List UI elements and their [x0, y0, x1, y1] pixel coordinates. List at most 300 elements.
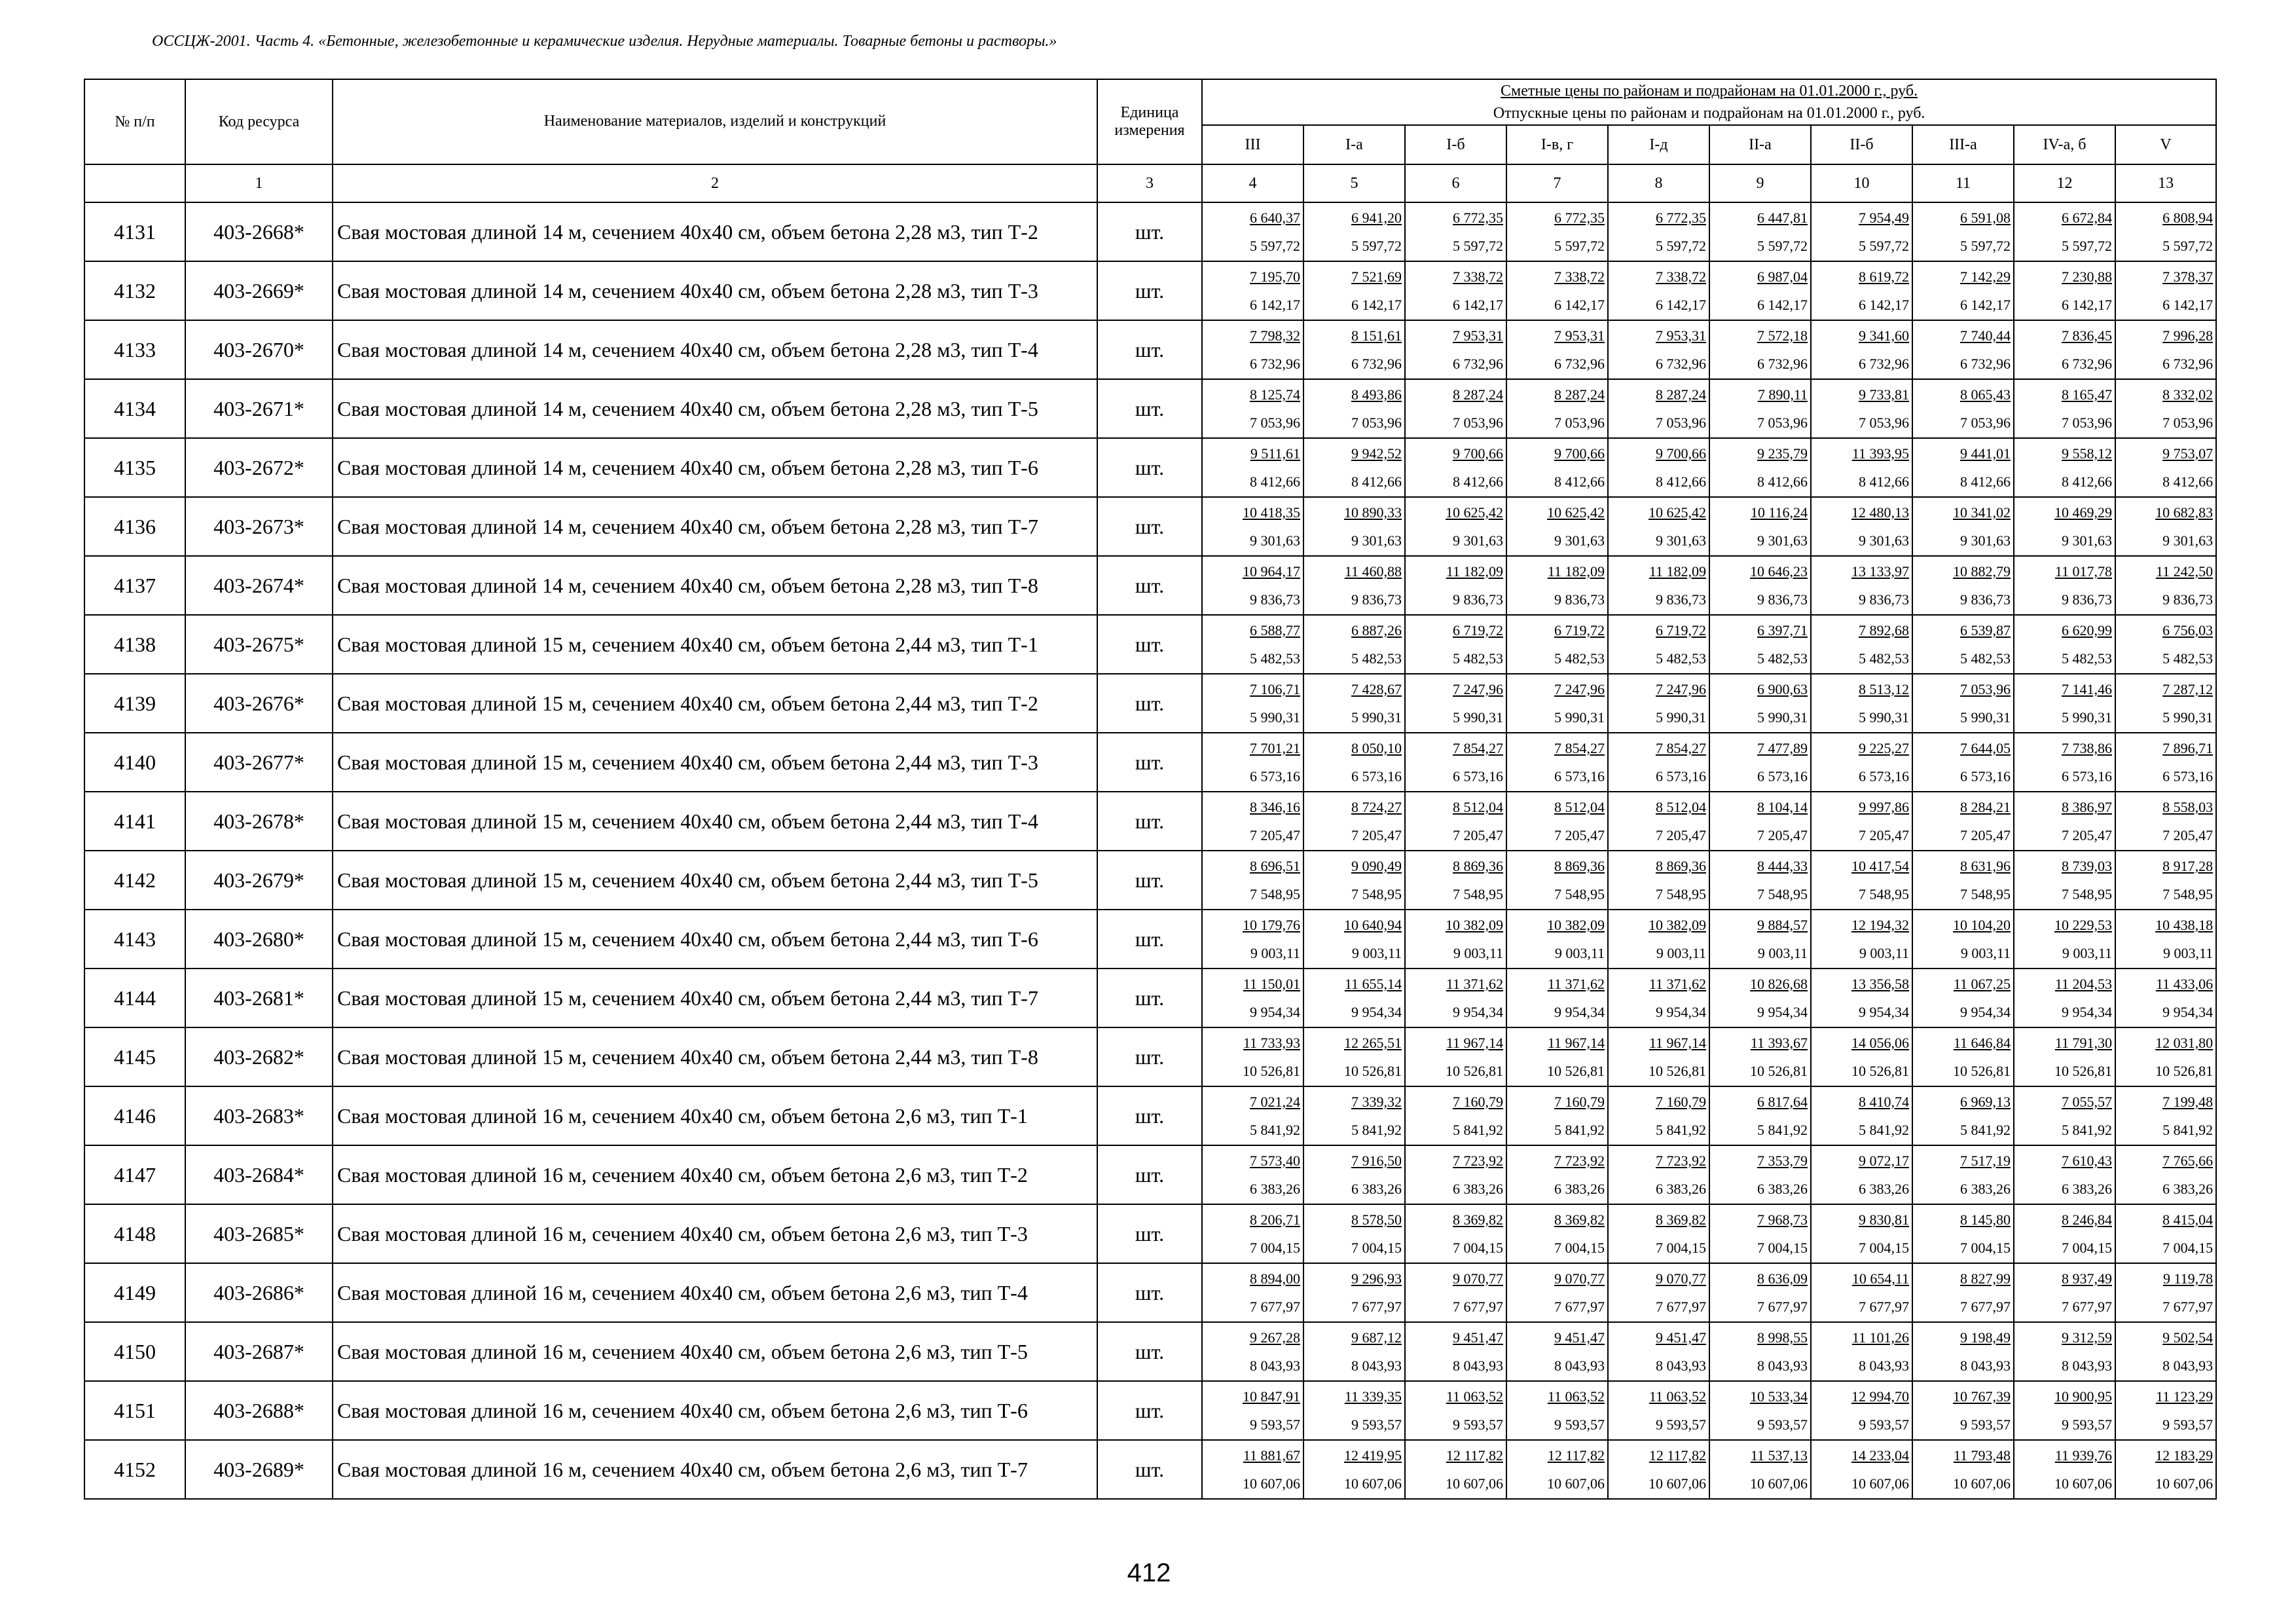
estimated-price: 7 106,71: [1250, 681, 1300, 697]
estimated-price: 11 460,88: [1344, 563, 1402, 580]
estimated-price: 7 836,45: [2062, 327, 2112, 344]
release-price: 6 383,26: [1453, 1181, 1503, 1197]
release-price: 7 004,15: [2162, 1240, 2214, 1256]
estimated-price: 8 050,10: [1351, 740, 1402, 756]
price-cell: [1202, 674, 1303, 733]
release-price: 5 597,72: [1656, 238, 1706, 254]
price-cell: [2115, 320, 2216, 379]
estimated-price: 9 341,60: [1859, 327, 1909, 344]
estimated-price: 8 869,36: [1656, 858, 1706, 874]
release-price: 6 142,17: [1859, 297, 1909, 313]
price-cell: [1506, 556, 1608, 615]
price-cell: [1202, 1263, 1303, 1322]
price-cell: [1506, 851, 1608, 910]
estimated-price: 7 644,05: [1960, 740, 2011, 756]
release-price: 8 043,93: [1250, 1357, 1300, 1374]
price-cell: [1811, 674, 1912, 733]
release-price: 7 205,47: [2162, 827, 2214, 843]
price-cell: [1405, 733, 1506, 792]
material-name: Свая мостовая длиной 15 м, сечением 40х40 см, объем бетона 2,44 м3, тип Т-4: [333, 792, 1097, 851]
material-name: Свая мостовая длиной 15 м, сечением 40х40 см, объем бетона 2,44 м3, тип Т-6: [333, 910, 1097, 969]
resource-code: 403-2684*: [185, 1145, 333, 1204]
estimated-price: 8 513,12: [1859, 681, 1909, 697]
release-price: 10 607,06: [2155, 1475, 2214, 1492]
estimated-price: 7 339,32: [1351, 1094, 1402, 1110]
region-header: V: [2115, 125, 2216, 164]
estimated-price: 8 917,28: [2162, 858, 2214, 874]
price-cell: [1912, 674, 2014, 733]
estimated-price: 9 198,49: [1960, 1329, 2011, 1346]
unit: шт.: [1097, 497, 1202, 556]
price-cell: [1811, 1145, 1912, 1204]
resource-code: 403-2689*: [185, 1440, 333, 1499]
release-price: 9 003,11: [1656, 945, 1706, 961]
price-cell: [2014, 1381, 2115, 1440]
price-cell: [2115, 202, 2216, 261]
estimated-price: 8 512,04: [1656, 799, 1706, 815]
resource-code: 403-2681*: [185, 969, 333, 1027]
unit: шт.: [1097, 1263, 1202, 1322]
price-cell: [1608, 733, 1709, 792]
price-cell: [2014, 910, 2115, 969]
column-number: 3: [1097, 164, 1202, 202]
release-price: 6 383,26: [1757, 1181, 1808, 1197]
table-row: [84, 1145, 2216, 1204]
release-price: 10 526,81: [1953, 1063, 2011, 1079]
price-cell: [2115, 379, 2216, 438]
estimated-price: 9 267,28: [1250, 1329, 1300, 1346]
price-cell: [1912, 261, 2014, 320]
resource-code: 403-2688*: [185, 1381, 333, 1440]
estimated-price: 11 123,29: [2155, 1388, 2214, 1405]
release-price: 9 593,57: [1757, 1416, 1808, 1433]
material-name: Свая мостовая длиной 16 м, сечением 40х40 см, объем бетона 2,6 м3, тип Т-6: [333, 1381, 1097, 1440]
release-price: 9 003,11: [1250, 945, 1300, 961]
estimated-price: 10 847,91: [1243, 1388, 1300, 1405]
release-price: 6 142,17: [1250, 297, 1300, 313]
release-price: 7 548,95: [2162, 886, 2214, 902]
column-number: 10: [1811, 164, 1912, 202]
release-price: 7 677,97: [1757, 1299, 1808, 1315]
release-price: 5 482,53: [2162, 650, 2214, 667]
estimated-price: 14 233,04: [1851, 1447, 1909, 1464]
material-name: Свая мостовая длиной 15 м, сечением 40х40 см, объем бетона 2,44 м3, тип Т-5: [333, 851, 1097, 910]
unit: шт.: [1097, 1322, 1202, 1381]
release-price: 6 732,96: [2062, 356, 2112, 372]
release-price: 5 990,31: [1250, 709, 1300, 726]
price-cell: [1811, 910, 1912, 969]
estimated-price: 7 996,28: [2162, 327, 2214, 344]
estimated-price: 7 896,71: [2162, 740, 2214, 756]
price-cell: [1405, 1145, 1506, 1204]
estimated-price: 9 451,47: [1453, 1329, 1503, 1346]
price-cell: [1811, 202, 1912, 261]
price-cell: [1912, 851, 2014, 910]
row-number: 4151: [84, 1381, 185, 1440]
price-cell: [1303, 1204, 1405, 1263]
table-row: [84, 969, 2216, 1027]
table-row: [84, 1204, 2216, 1263]
price-cell: [1303, 851, 1405, 910]
estimated-price: 7 338,72: [1656, 268, 1706, 285]
release-price: 7 205,47: [2062, 827, 2112, 843]
estimated-price: 9 700,66: [1453, 445, 1503, 462]
release-price: 7 053,96: [1554, 415, 1605, 431]
estimated-price: 9 511,61: [1250, 445, 1300, 462]
material-name: Свая мостовая длиной 14 м, сечением 40х40 см, объем бетона 2,28 м3, тип Т-7: [333, 497, 1097, 556]
estimated-price: 7 723,92: [1656, 1153, 1706, 1169]
release-price: 7 548,95: [1250, 886, 1300, 902]
release-price: 7 205,47: [1250, 827, 1300, 843]
estimated-price: 12 117,82: [1649, 1447, 1706, 1464]
estimated-price: 10 767,39: [1953, 1388, 2011, 1405]
estimated-price: 10 654,11: [1851, 1270, 1909, 1287]
estimated-price: 7 247,96: [1453, 681, 1503, 697]
estimated-price: 11 537,13: [1750, 1447, 1808, 1464]
release-price: 9 954,34: [1656, 1004, 1706, 1020]
price-cell: [2014, 851, 2115, 910]
table-row: [84, 792, 2216, 851]
price-cell: [1506, 202, 1608, 261]
price-cell: [1912, 1440, 2014, 1499]
price-cell: [2115, 1263, 2216, 1322]
release-price: 6 573,16: [1960, 768, 2011, 784]
estimated-price: 11 967,14: [1547, 1035, 1605, 1051]
release-price: 6 573,16: [1859, 768, 1909, 784]
price-cell: [1303, 1381, 1405, 1440]
estimated-price: 6 987,04: [1757, 268, 1808, 285]
column-number-row: [84, 164, 2216, 202]
price-cell: [2115, 1440, 2216, 1499]
estimated-price: 10 382,09: [1649, 917, 1706, 933]
estimated-price: 7 160,79: [1656, 1094, 1706, 1110]
price-cell: [2115, 1322, 2216, 1381]
price-cell: [2115, 615, 2216, 674]
estimated-price: 7 953,31: [1554, 327, 1605, 344]
estimated-price: 8 104,14: [1757, 799, 1808, 815]
price-cell: [1303, 379, 1405, 438]
estimated-price: 10 625,42: [1547, 504, 1605, 521]
price-cell: [1811, 851, 1912, 910]
estimated-price: 11 967,14: [1649, 1035, 1706, 1051]
estimated-price: 10 438,18: [2155, 917, 2214, 933]
price-cell: [1303, 733, 1405, 792]
release-price: 6 383,26: [2062, 1181, 2112, 1197]
release-price: 9 954,34: [1453, 1004, 1503, 1020]
price-cell: [2014, 556, 2115, 615]
price-cell: [2115, 1027, 2216, 1086]
release-price: 9 836,73: [1656, 591, 1706, 608]
release-price: 5 841,92: [1453, 1122, 1503, 1138]
estimated-price: 11 793,48: [1953, 1447, 2011, 1464]
release-price: 9 003,11: [1351, 945, 1402, 961]
estimated-price: 7 287,12: [2162, 681, 2214, 697]
release-price: 9 301,63: [1554, 532, 1605, 549]
price-cell: [1912, 1322, 2014, 1381]
resource-code: 403-2676*: [185, 674, 333, 733]
estimated-price: 9 502,54: [2162, 1329, 2214, 1346]
row-number: 4146: [84, 1086, 185, 1145]
release-price: 6 142,17: [1656, 297, 1706, 313]
price-cell: [1506, 910, 1608, 969]
release-price: 6 383,26: [1859, 1181, 1909, 1197]
resource-code: 403-2679*: [185, 851, 333, 910]
estimated-price: 7 517,19: [1960, 1153, 2011, 1169]
estimated-price: 8 444,33: [1757, 858, 1808, 874]
estimated-price: 9 753,07: [2162, 445, 2214, 462]
price-cell: [1405, 497, 1506, 556]
release-price: 7 004,15: [1960, 1240, 2011, 1256]
release-price: 5 482,53: [1351, 650, 1402, 667]
price-cell: [1303, 438, 1405, 497]
release-price: 7 053,96: [1351, 415, 1402, 431]
release-price: 6 732,96: [1960, 356, 2011, 372]
price-cell: [1912, 1027, 2014, 1086]
region-header: III-а: [1912, 125, 2014, 164]
estimated-price: 8 696,51: [1250, 858, 1300, 874]
release-price: 6 142,17: [1453, 297, 1503, 313]
estimated-price: 7 954,49: [1859, 210, 1909, 226]
estimated-price: 11 881,67: [1243, 1447, 1300, 1464]
price-cell: [1202, 910, 1303, 969]
region-header: II-а: [1709, 125, 1811, 164]
release-price: 9 593,57: [1250, 1416, 1300, 1433]
estimated-price: 9 090,49: [1351, 858, 1402, 874]
estimated-price: 12 480,13: [1851, 504, 1909, 521]
release-price: 5 841,92: [1351, 1122, 1402, 1138]
resource-code: 403-2686*: [185, 1263, 333, 1322]
column-number: 13: [2115, 164, 2216, 202]
price-cell: [1405, 615, 1506, 674]
estimated-price: 7 195,70: [1250, 268, 1300, 285]
unit: шт.: [1097, 261, 1202, 320]
price-cell: [1709, 792, 1811, 851]
estimated-price: 10 341,02: [1953, 504, 2011, 521]
price-cell: [1506, 615, 1608, 674]
release-price: 9 593,57: [2062, 1416, 2112, 1433]
release-price: 9 836,73: [1453, 591, 1503, 608]
release-price: 5 990,31: [1859, 709, 1909, 726]
price-cell: [1405, 1204, 1506, 1263]
release-price: 9 954,34: [2062, 1004, 2112, 1020]
price-cell: [1303, 497, 1405, 556]
price-cell: [2115, 674, 2216, 733]
estimated-price: 11 063,52: [1446, 1388, 1503, 1405]
release-price: 5 482,53: [1960, 650, 2011, 667]
price-cell: [1608, 1204, 1709, 1263]
material-name: Свая мостовая длиной 14 м, сечением 40х40 см, объем бетона 2,28 м3, тип Т-4: [333, 320, 1097, 379]
price-cell: [1202, 792, 1303, 851]
price-cell: [1506, 1263, 1608, 1322]
price-cell: [1405, 674, 1506, 733]
price-cell: [1405, 1086, 1506, 1145]
estimated-price: 11 371,62: [1649, 976, 1706, 992]
price-cell: [1709, 202, 1811, 261]
row-number: 4141: [84, 792, 185, 851]
estimated-price: 9 312,59: [2062, 1329, 2112, 1346]
release-price: 5 841,92: [1250, 1122, 1300, 1138]
unit: шт.: [1097, 1086, 1202, 1145]
price-cell: [1405, 851, 1506, 910]
estimated-price: 8 410,74: [1859, 1094, 1909, 1110]
price-cell: [1405, 1322, 1506, 1381]
release-price: 5 482,53: [1250, 650, 1300, 667]
price-cell: [1608, 969, 1709, 1027]
estimated-price: 9 296,93: [1351, 1270, 1402, 1287]
material-name: Свая мостовая длиной 14 м, сечением 40х40 см, объем бетона 2,28 м3, тип Т-6: [333, 438, 1097, 497]
price-table: [84, 79, 2217, 1500]
release-price: 10 526,81: [1446, 1063, 1503, 1079]
release-price: 6 383,26: [1960, 1181, 2011, 1197]
row-number: 4139: [84, 674, 185, 733]
price-cell: [1506, 438, 1608, 497]
release-price: 5 482,53: [1453, 650, 1503, 667]
unit: шт.: [1097, 202, 1202, 261]
release-price: 6 573,16: [1453, 768, 1503, 784]
price-cell: [2014, 674, 2115, 733]
release-price: 6 573,16: [1757, 768, 1808, 784]
unit: шт.: [1097, 969, 1202, 1027]
unit: шт.: [1097, 320, 1202, 379]
release-price: 9 301,63: [2062, 532, 2112, 549]
estimated-price: 8 619,72: [1859, 268, 1909, 285]
row-number: 4144: [84, 969, 185, 1027]
price-cell: [2115, 1204, 2216, 1263]
estimated-price: 8 287,24: [1554, 386, 1605, 403]
estimated-price: 6 640,37: [1250, 210, 1300, 226]
release-price: 7 053,96: [1757, 415, 1808, 431]
release-price: 9 836,73: [2062, 591, 2112, 608]
table-row: [84, 438, 2216, 497]
release-price: 10 526,81: [1851, 1063, 1909, 1079]
release-price: 6 732,96: [1453, 356, 1503, 372]
release-price: 6 573,16: [2162, 768, 2214, 784]
price-cell: [1202, 1027, 1303, 1086]
release-price: 9 003,11: [1859, 945, 1909, 961]
price-cell: [1506, 497, 1608, 556]
release-price: 5 482,53: [1554, 650, 1605, 667]
row-number: 4150: [84, 1322, 185, 1381]
release-price: 9 954,34: [1859, 1004, 1909, 1020]
price-cell: [1202, 379, 1303, 438]
estimated-price: 11 242,50: [2155, 563, 2214, 580]
estimated-price: 6 539,87: [1960, 622, 2011, 638]
estimated-price: 11 967,14: [1446, 1035, 1503, 1051]
estimated-price: 9 830,81: [1859, 1211, 1909, 1228]
unit: шт.: [1097, 674, 1202, 733]
estimated-price: 11 371,62: [1547, 976, 1605, 992]
release-price: 7 677,97: [1250, 1299, 1300, 1315]
price-cell: [2115, 1086, 2216, 1145]
price-cell: [1709, 1027, 1811, 1086]
row-number: 4149: [84, 1263, 185, 1322]
estimated-price: 9 700,66: [1554, 445, 1605, 462]
release-price: 5 597,72: [1351, 238, 1402, 254]
release-price: 7 053,96: [1960, 415, 2011, 431]
column-number: 5: [1303, 164, 1405, 202]
release-price: 8 412,66: [1859, 473, 1909, 490]
table-row: [84, 851, 2216, 910]
estimated-price: 11 791,30: [2054, 1035, 2112, 1051]
release-price: 10 607,06: [1344, 1475, 1402, 1492]
release-price: 7 053,96: [1250, 415, 1300, 431]
estimated-price: 7 378,37: [2162, 268, 2214, 285]
price-cell: [1608, 1145, 1709, 1204]
estimated-price: 7 765,66: [2162, 1153, 2214, 1169]
estimated-price: 10 382,09: [1547, 917, 1605, 933]
material-name: Свая мостовая длиной 16 м, сечением 40х40 см, объем бетона 2,6 м3, тип Т-3: [333, 1204, 1097, 1263]
estimated-price: 9 700,66: [1656, 445, 1706, 462]
release-price: 5 597,72: [1453, 238, 1503, 254]
estimated-price: 11 017,78: [2054, 563, 2112, 580]
price-cell: [1608, 674, 1709, 733]
estimated-price: 6 887,26: [1351, 622, 1402, 638]
estimated-price: 12 117,82: [1446, 1447, 1503, 1464]
estimated-price: 11 063,52: [1649, 1388, 1706, 1405]
estimated-price: 10 533,34: [1750, 1388, 1808, 1405]
release-price: 5 990,31: [2062, 709, 2112, 726]
estimated-price: 8 065,43: [1960, 386, 2011, 403]
release-price: 8 043,93: [1757, 1357, 1808, 1374]
price-cell: [2115, 910, 2216, 969]
estimated-price: 11 393,95: [1851, 445, 1909, 462]
column-number: 4: [1202, 164, 1303, 202]
price-cell: [1608, 792, 1709, 851]
price-cell: [1608, 438, 1709, 497]
release-price: 8 043,93: [1656, 1357, 1706, 1374]
price-cell: [1303, 556, 1405, 615]
price-cell: [1912, 497, 2014, 556]
estimated-price: 7 247,96: [1554, 681, 1605, 697]
estimated-price: 8 998,55: [1757, 1329, 1808, 1346]
release-price: 6 732,96: [1859, 356, 1909, 372]
table-row: [84, 1381, 2216, 1440]
release-price: 8 412,66: [1656, 473, 1706, 490]
estimated-price: 9 070,77: [1656, 1270, 1706, 1287]
document-title: ОССЦЖ-2001. Часть 4. «Бетонные, железобетонные и керамические изделия. Нерудные материалы. Товарные бетоны и растворы.»: [152, 33, 1057, 50]
estimated-price: 7 890,11: [1757, 386, 1808, 403]
price-cell: [1811, 1381, 1912, 1440]
estimated-price: 7 338,72: [1453, 268, 1503, 285]
estimated-price: 8 287,24: [1656, 386, 1706, 403]
estimated-price: 7 798,32: [1250, 327, 1300, 344]
estimated-price: 10 882,79: [1953, 563, 2011, 580]
release-price: 5 482,53: [1859, 650, 1909, 667]
price-cell: [1608, 1322, 1709, 1381]
release-price: 10 526,81: [1344, 1063, 1402, 1079]
price-cell: [1709, 1145, 1811, 1204]
price-cell: [1608, 1086, 1709, 1145]
release-price: 6 732,96: [2162, 356, 2214, 372]
price-cell: [1709, 379, 1811, 438]
estimated-price: 11 433,06: [2155, 976, 2214, 992]
estimated-price: 8 869,36: [1554, 858, 1605, 874]
release-price: 5 482,53: [1757, 650, 1808, 667]
estimated-price: 9 942,52: [1351, 445, 1402, 462]
estimated-price: 8 165,47: [2062, 386, 2112, 403]
estimated-price: 13 133,97: [1851, 563, 1909, 580]
header-prices: [1202, 79, 2216, 125]
release-price: 7 677,97: [1656, 1299, 1706, 1315]
price-cell: [1608, 1263, 1709, 1322]
price-cell: [1202, 261, 1303, 320]
resource-code: 403-2670*: [185, 320, 333, 379]
release-price: 7 205,47: [1554, 827, 1605, 843]
release-price: 7 004,15: [1656, 1240, 1706, 1256]
price-cell: [1709, 969, 1811, 1027]
price-cell: [1202, 1086, 1303, 1145]
resource-code: 403-2671*: [185, 379, 333, 438]
